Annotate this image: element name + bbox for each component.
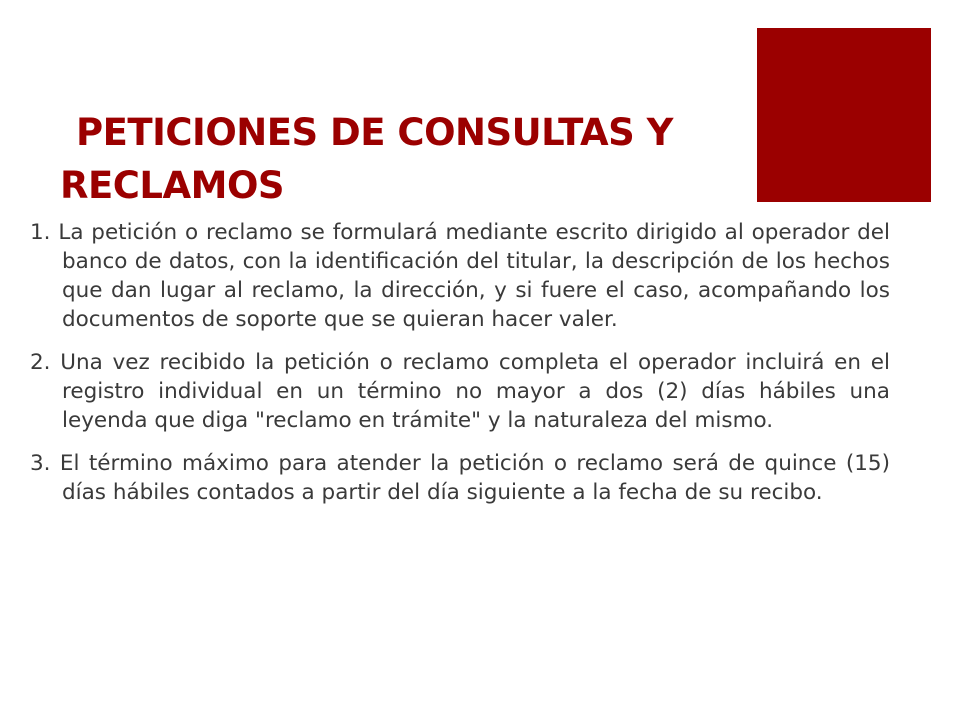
accent-block: [757, 28, 931, 202]
paragraph-1: 1. La petición o reclamo se formulará mediante escrito dirigido al operador del banco de datos, con la identificación del titular, la descripción de los hechos que dan lugar al reclamo, la dirección, y si fuere el caso, acompañando los documentos de soporte que se quieran hacer valer.: [30, 220, 890, 332]
title-line-1: PETICIONES DE CONSULTAS Y: [76, 111, 673, 154]
slide-body: [30, 218, 890, 521]
paragraph-2: 2. Una vez recibido la petición o reclamo completa el operador incluirá en el registro individual en un término no mayor a dos (2) días hábiles una leyenda que diga "reclamo en trámite" y la naturaleza del mismo.: [30, 350, 890, 433]
title-line-2: RECLAMOS: [60, 164, 285, 207]
slide-title: [60, 106, 700, 212]
paragraph-3: 3. El término máximo para atender la petición o reclamo será de quince (15) días hábiles contados a partir del día siguiente a la fecha de su recibo.: [30, 451, 890, 505]
